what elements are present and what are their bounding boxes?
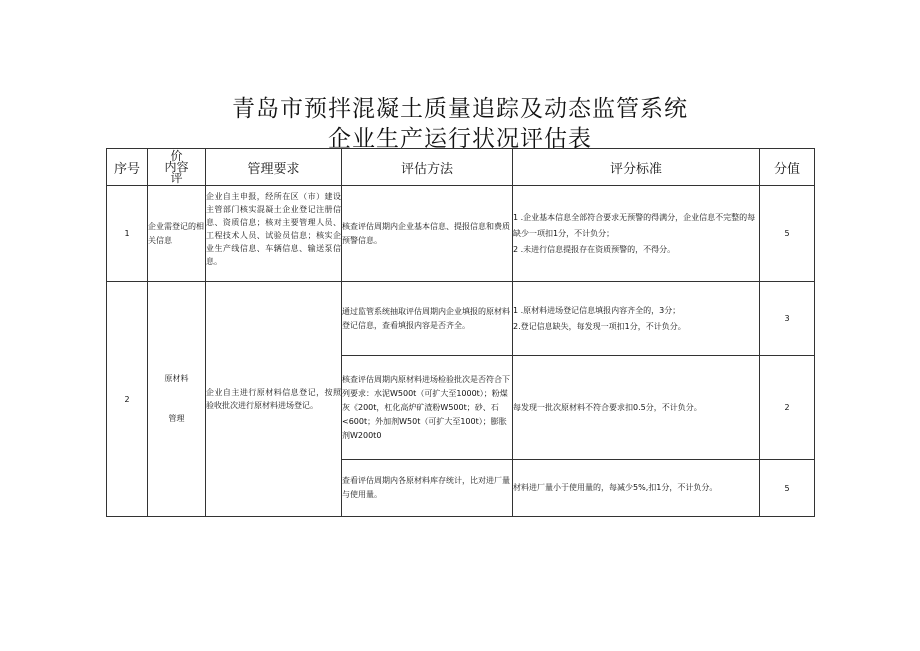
row-standard [513,356,760,460]
table-header-row [107,149,815,186]
header-method: 评估方法 [342,149,513,186]
row-method: 通过监管系统抽取评估周期内企业填报的原材料登记信息，查看填报内容是否齐全。 [342,282,513,356]
standard-item: 1 .企业基本信息全部符合要求无预警的得满分，企业信息不完整的每缺少一项扣1分，不计负分； [513,212,756,238]
header-eval-top: 价 [170,148,183,163]
row-standard [513,282,760,356]
row-requirement: 企业自主申报，经所在区（市）建设主管部门核实混凝土企业登记注册信息、资质信息；核对主要管理人员、工程技术人员、试验员信息；核实企业生产线信息、车辆信息、输送泵信息。 [206,186,342,282]
row-no: 2 [107,282,148,517]
row-no: 1 [107,186,148,282]
header-eval-content [148,149,206,186]
header-score: 分值 [760,149,815,186]
content-line: 管理 [168,414,185,423]
row-content [148,282,206,517]
standard-item: 每发现一批次原材料不符合要求扣0.5分，不计负分。 [513,402,702,412]
table-row [107,282,815,356]
row-method: 查看评估周期内各原材料库存统计，比对进厂量与使用量。 [342,460,513,517]
header-eval-bot: 评 [170,170,183,185]
header-standard: 评分标准 [513,149,760,186]
row-score: 5 [760,186,815,282]
table-row [107,186,815,282]
row-requirement: 企业自主进行原材料信息登记，按照验收批次进行原材料进场登记。 [206,282,342,517]
standard-item: 2.登记信息缺失，每发现一项扣1分，不计负分。 [513,321,686,331]
header-eval-mid: 内容 [164,159,189,174]
content-line: 原材料 [164,374,189,383]
row-standard [513,460,760,517]
row-score: 2 [760,356,815,460]
evaluation-table [106,148,815,517]
page-title-line-2: 企业生产运行状况评估表 [328,126,592,152]
row-method: 核查评估周期内企业基本信息、提报信息和费质预警信息。 [342,186,513,282]
row-score: 3 [760,282,815,356]
standard-item: 2 .未进行信息提报存在资质预警的，不得分。 [513,244,676,254]
header-no: 序号 [107,149,148,186]
row-score: 5 [760,460,815,517]
row-method: 核查评估周期内原材料进场检验批次是否符合下列要求：水泥W500t（可扩大至1000t）；粉煤灰《200t，杠化高炉矿渣粉W500t；砂、石<600t；外加剂W50t（可扩大至100t）；膨胀剂W200t0 [342,356,513,460]
row-standard [513,186,760,282]
standard-item: 1 .原材料进场登记信息填报内容齐全的，3分； [513,305,681,315]
standard-item: 材料进厂量小于使用量的，每减少5%,扣1分，不计负分。 [513,483,718,492]
header-requirement: 管理要求 [206,149,342,186]
page-title-line-1: 青岛市预拌混凝土质量追踪及动态监管系统 [232,96,688,122]
row-content: 企业需登记的相关信息 [148,186,206,282]
